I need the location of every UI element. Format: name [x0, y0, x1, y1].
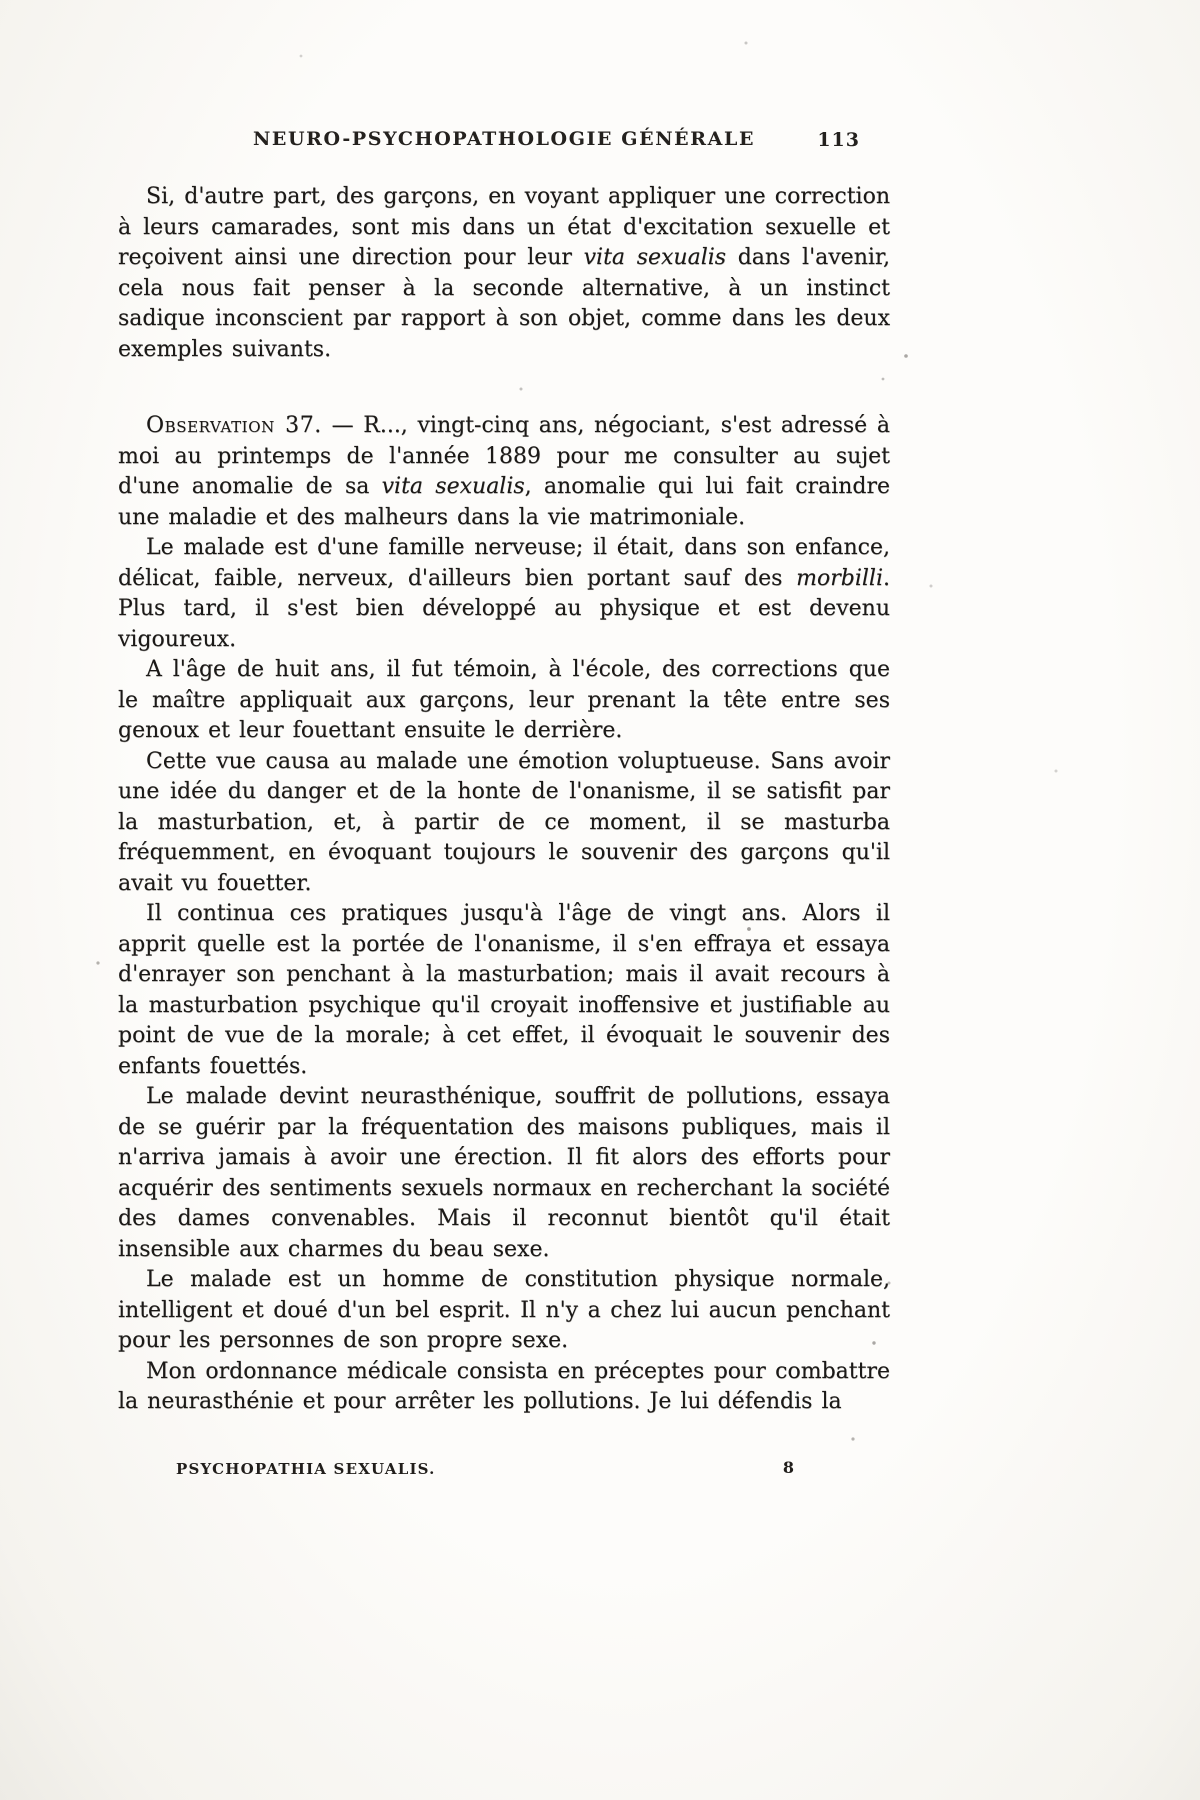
text-run: A l'âge de huit ans, il fut témoin, à l'école, des corrections que le maître appliquait aux garçons, leur prenant la tête entre ses genoux et leur fouettant ensuite le derrière.	[118, 657, 890, 743]
paragraph	[118, 533, 890, 655]
signature-mark: 8	[782, 1458, 794, 1477]
page-number: 113	[817, 129, 860, 151]
text-run: Le malade est un homme de constitution physique normale, intelligent et doué d'un bel esprit. Il n'y a chez lui aucun penchant pour les personnes de son propre sexe.	[118, 1267, 890, 1353]
text-run: , anomalie qui lui fait craindre une maladie et des malheurs dans la vie matrimoniale.	[118, 474, 890, 530]
running-header	[118, 128, 890, 154]
text-run: Le malade est d'une famille nerveuse; il était, dans son enfance, délicat, faible, nerveux, d'ailleurs bien portant sauf des	[118, 535, 890, 591]
paragraph	[118, 1357, 890, 1418]
text-run: vita sexualis	[583, 245, 727, 270]
text-run: Mon ordonnance médicale consista en préceptes pour combattre la neurasthénie et pour arrêter les pollutions. Je lui défendis la	[118, 1358, 890, 1414]
paragraph	[118, 1082, 890, 1265]
page-content	[118, 128, 890, 1418]
footer-work-title: PSYCHOPATHIA SEXUALIS.	[176, 1460, 436, 1478]
text-run: vita sexualis	[381, 474, 525, 499]
running-title: NEURO-PSYCHOPATHOLOGIE GÉNÉRALE	[252, 128, 756, 150]
page-body	[118, 182, 890, 1418]
page-footer	[118, 1460, 890, 1484]
paragraph	[118, 747, 890, 900]
text-run: — R..., vingt-cinq ans, négociant, s'est adressé à moi au printemps de l'année 1889 pour me consulter au sujet d'une anomalie de sa	[118, 413, 890, 499]
paragraph	[118, 182, 890, 365]
text-run: Cette vue causa au malade une émotion voluptueuse. Sans avoir une idée du danger et de la honte de l'onanisme, il se satisfit par la masturbation, et, à partir de ce moment, il se masturba fréquemment, en évoquant toujours le souvenir des garçons qu'il avait vu fouetter.	[118, 748, 890, 896]
text-run: Si, d'autre part, des garçons, en voyant appliquer une correction à leurs camarades, sont mis dans un état d'excitation sexuelle et reçoivent ainsi une direction pour leur	[118, 184, 890, 270]
text-run: morbilli	[796, 565, 883, 591]
text-run: dans l'avenir, cela nous fait penser à la seconde alternative, à un instinct sadique inconscient par rapport à son objet, comme dans les deux exemples suivants.	[118, 245, 890, 362]
paragraph	[118, 655, 890, 747]
text-run: Le malade devint neurasthénique, souffrit de pollutions, essaya de se guérir par la fréquentation des maisons publiques, mais il n'arriva jamais à avoir une érection. Il fit alors des efforts pour acquérir des sentiments sexuels normaux en recherchant la société des dames convenables. Mais il reconnut bientôt qu'il était insensible aux charmes du beau sexe.	[118, 1084, 890, 1262]
paragraph	[118, 1265, 890, 1357]
text-run: . Plus tard, il s'est bien développé au physique et est devenu vigoureux.	[118, 565, 890, 652]
paragraph	[118, 899, 890, 1082]
text-run: Il continua ces pratiques jusqu'à l'âge de vingt ans. Alors il apprit quelle est la portée de l'onanisme, il s'en effraya et essaya d'enrayer son penchant à la masturbation; mais il avait recours à la masturbation psychique qu'il croyait inoffensive et justifiable au point de vue de la morale; à cet effet, il évoquait le souvenir des enfants fouettés.	[118, 901, 890, 1079]
paragraph	[118, 411, 890, 533]
text-run: Observation 37.	[146, 413, 322, 438]
